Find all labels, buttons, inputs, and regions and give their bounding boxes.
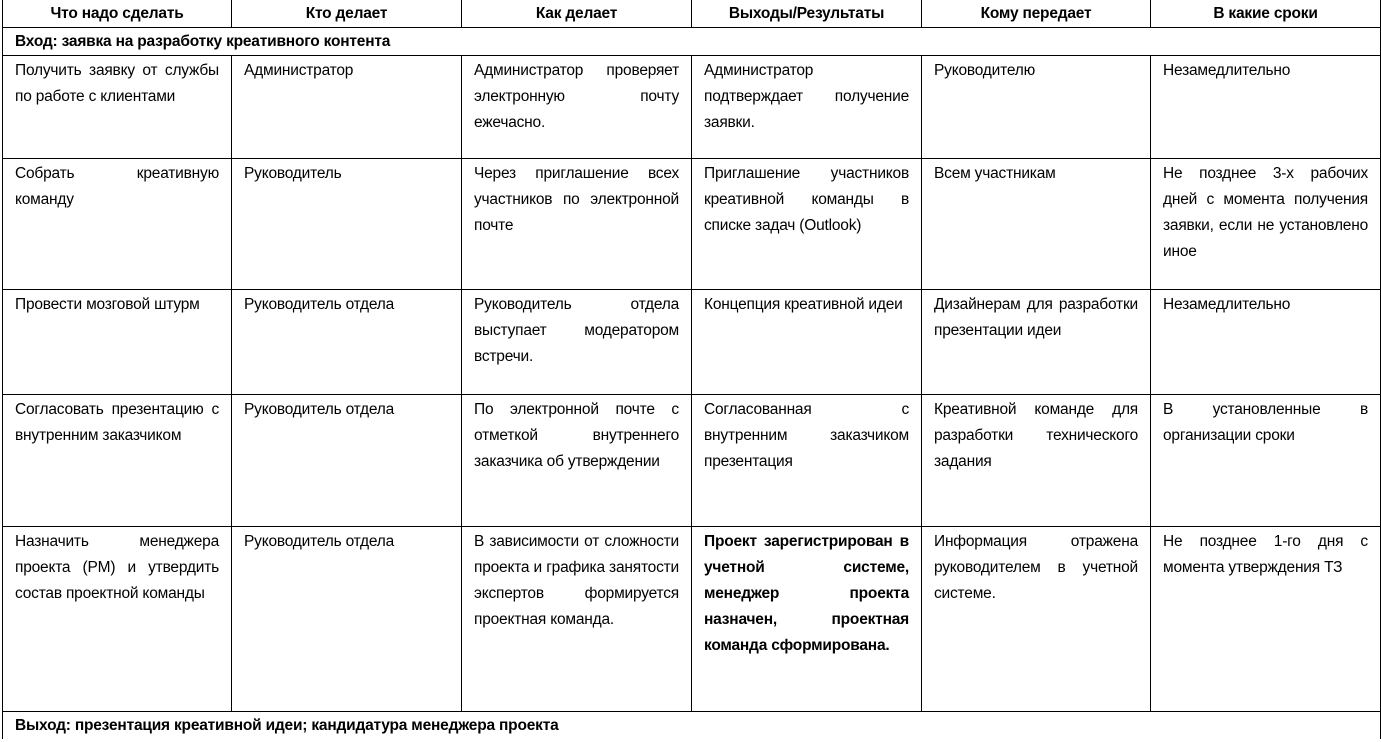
input-label: Вход: заявка на разработку креативного контента	[3, 28, 1381, 56]
table-cell: Дизайнерам для разработки презентации идеи	[922, 290, 1151, 395]
header-cell: Что надо сделать	[3, 0, 232, 28]
table-cell: Назначить менеджера проекта (PM) и утвердить состав проектной команды	[3, 527, 232, 712]
header-cell: Кому передает	[922, 0, 1151, 28]
table-cell: Не позднее 1-го дня с момента утверждения ТЗ	[1151, 527, 1381, 712]
table-cell: Администратор	[232, 56, 462, 159]
table-cell: Не позднее 3-х рабочих дней с момента получения заявки, если не установлено иное	[1151, 159, 1381, 290]
table-cell: Руководитель отдела	[232, 395, 462, 527]
table-cell: Незамедлительно	[1151, 56, 1381, 159]
table-cell: Администратор проверяет электронную почту ежечасно.	[462, 56, 692, 159]
output-row	[3, 712, 1381, 740]
table-cell: По электронной почте с отметкой внутреннего заказчика об утверждении	[462, 395, 692, 527]
table-row	[3, 290, 1381, 395]
input-row	[3, 28, 1381, 56]
header-cell: В какие сроки	[1151, 0, 1381, 28]
table-cell: Собрать креативную команду	[3, 159, 232, 290]
table-cell: Провести мозговой штурм	[3, 290, 232, 395]
table-cell: Согласованная с внутренним заказчиком презентация	[692, 395, 922, 527]
table-cell: Приглашение участников креативной команды в списке задач (Outlook)	[692, 159, 922, 290]
table-cell: В зависимости от сложности проекта и графика занятости экспертов формируется проектная команда.	[462, 527, 692, 712]
process-table	[2, 0, 1381, 739]
table-cell: Всем участникам	[922, 159, 1151, 290]
table-cell: Через приглашение всех участников по электронной почте	[462, 159, 692, 290]
table-cell: Руководитель отдела выступает модератором встречи.	[462, 290, 692, 395]
table-row	[3, 159, 1381, 290]
table-cell: Креативной команде для разработки технического задания	[922, 395, 1151, 527]
table-cell: Администратор подтверждает получение заявки.	[692, 56, 922, 159]
table-cell: Согласовать презентацию с внутренним заказчиком	[3, 395, 232, 527]
header-row	[3, 0, 1381, 28]
header-cell: Выходы/Результаты	[692, 0, 922, 28]
table-cell: Руководитель	[232, 159, 462, 290]
table-cell: Руководителю	[922, 56, 1151, 159]
table-cell: Руководитель отдела	[232, 527, 462, 712]
header-cell: Как делает	[462, 0, 692, 28]
output-label: Выход: презентация креативной идеи; кандидатура менеджера проекта	[3, 712, 1381, 740]
table-row	[3, 395, 1381, 527]
table-cell: Получить заявку от службы по работе с клиентами	[3, 56, 232, 159]
table-row	[3, 527, 1381, 712]
table-cell: Концепция креативной идеи	[692, 290, 922, 395]
table-cell: Информация отражена руководителем в учетной системе.	[922, 527, 1151, 712]
table-cell: Руководитель отдела	[232, 290, 462, 395]
header-cell: Кто делает	[232, 0, 462, 28]
table-cell: Незамедлительно	[1151, 290, 1381, 395]
table-cell: В установленные в организации сроки	[1151, 395, 1381, 527]
table-row	[3, 56, 1381, 159]
table-cell-bold: Проект зарегистрирован в учетной системе, менеджер проекта назначен, проектная команда сформирована.	[692, 527, 922, 712]
